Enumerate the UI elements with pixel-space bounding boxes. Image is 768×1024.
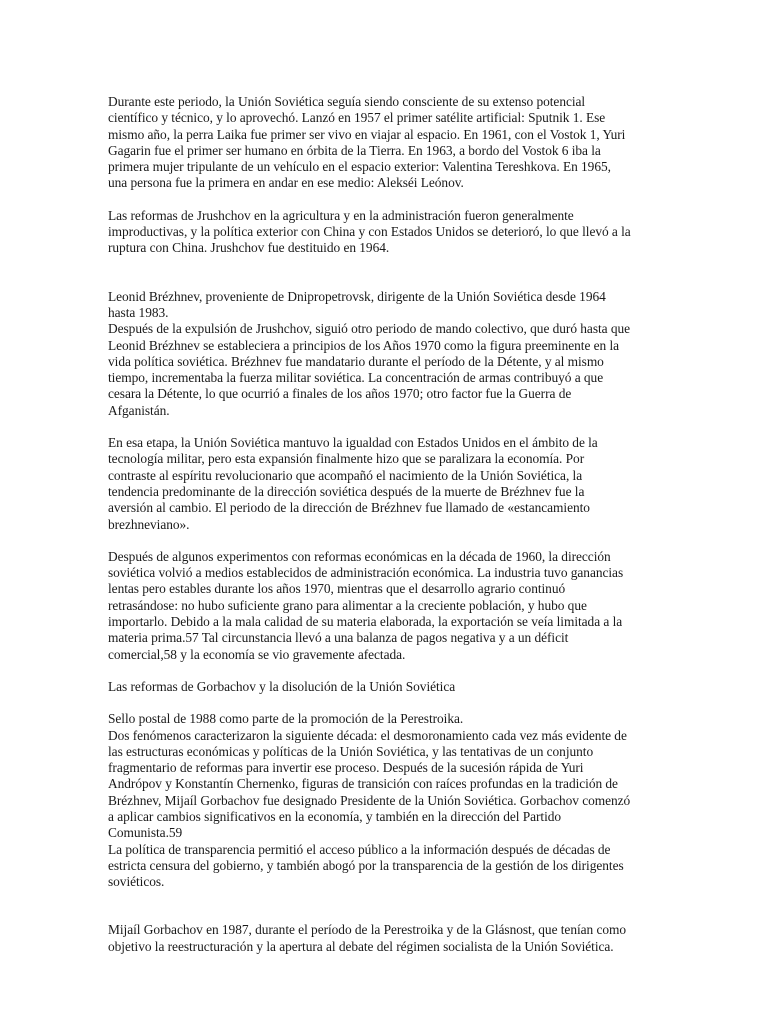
paragraph-gap	[108, 419, 632, 435]
paragraph-gap	[108, 257, 632, 289]
paragraph-gap	[108, 533, 632, 549]
paragraph-gap	[108, 192, 632, 208]
paragraph-gap	[108, 695, 632, 711]
paragraph-perestroika: Sello postal de 1988 como parte de la promoción de la Perestroika. Dos fenómenos caracterizaron la siguiente década: el desmoronamiento cada vez más evidente de las estructuras económicas y políticas de la Unión Soviética, y las tentativas de un conjunto fragmentario de reformas para invertir ese proceso. Después de la sucesión rápida de Yuri Andrópov y Konstantín Chernenko, figuras de transición con raíces profundas en la tradición de Brézhnev, Mijaíl Gorbachov fue designado Presidente de la Unión Soviética. Gorbachov comenzó a aplicar cambios significativos en la economía, y también en la dirección del Partido Comunista.59 La política de transparencia permitió el acceso público a la información después de décadas de estricta censura del gobierno, y también abogó por la transparencia de la gestión de los dirigentes soviéticos.	[108, 711, 631, 890]
section-heading-gorbachov: Las reformas de Gorbachov y la disolución de la Unión Soviética	[108, 678, 456, 694]
paragraph-economic-reforms: Después de algunos experimentos con reformas económicas en la década de 1960, la dirección soviética volvió a medios establecidos de administración económica. La industria tuvo ganancias lentas pero estables durante los años 1970, mientras que el desarrollo agrario continuó retrasándose: no hubo suficiente grano para alimentar a la creciente población, y hubo que importarlo. Debido a la mala calidad de su materia elaborada, la exportación se veía limitada a la materia prima.57 Tal circunstancia llevó a una balanza de pagos negativa y a un déficit comercial,58 y la economía se vio gravemente afectada.	[108, 548, 624, 662]
paragraph-brezhnev: Leonid Brézhnev, proveniente de Dnipropetrovsk, dirigente de la Unión Soviética desde 1964 hasta 1983. Después de la expulsión de Jrushchov, siguió otro periodo de mando colectivo, que duró hasta que Leonid Brézhnev se estableciera a principios de los Años 1970 como la figura preeminente en la vida política soviética. Brézhnev fue mandatario durante el período de la Détente, y al mismo tiempo, incrementaba la fuerza militar soviética. La concentración de armas contribuyó a que cesara la Détente, lo que ocurrió a finales de los años 1970; otro factor fue la Guerra de Afganistán.	[108, 288, 631, 418]
paragraph-jrushchov-reforms: Las reformas de Jrushchov en la agricultura y en la administración fueron generalmente improductivas, y la política exterior con China y con Estados Unidos se deterioró, lo que llevó a la ruptura con China. Jrushchov fue destituido en 1964.	[108, 207, 631, 256]
paragraph-military-parity: En esa etapa, la Unión Soviética mantuvo la igualdad con Estados Unidos en el ámbito de la tecnología militar, pero esta expansión finalmente hizo que se paralizara la economía. Por contraste al espíritu revolucionario que acompañó el nacimiento de la Unión Soviética, la tendencia predominante de la dirección soviética después de la muerte de Brézhnev fue la aversión al cambio. El periodo de la dirección de Brézhnev fue llamado de «estancamiento brezhneviano».	[108, 435, 598, 532]
document-page	[108, 94, 632, 955]
paragraph-gorbachov-1987: Mijaíl Gorbachov en 1987, durante el período de la Perestroika y de la Glásnost, que tenían como objetivo la reestructuración y la apertura al debate del régimen socialista de la Unión Soviética.	[108, 922, 627, 954]
paragraph-gap	[108, 890, 632, 922]
paragraph-gap	[108, 663, 632, 679]
paragraph-space-program: Durante este periodo, la Unión Soviética seguía siendo consciente de su extenso potencial científico y técnico, y lo aprovechó. Lanzó en 1957 el primer satélite artificial: Sputnik 1. Ese mismo año, la perra Laika fue primer ser vivo en viajar al espacio. En 1961, con el Vostok 1, Yuri Gagarin fue el primer ser humano en órbita de la Tierra. En 1963, a bordo del Vostok 6 iba la primera mujer tripulante de un vehículo en el espacio exterior: Valentina Tereshkova. En 1965, una persona fue la primera en andar en ese medio: Alekséi Leónov.	[108, 94, 626, 191]
